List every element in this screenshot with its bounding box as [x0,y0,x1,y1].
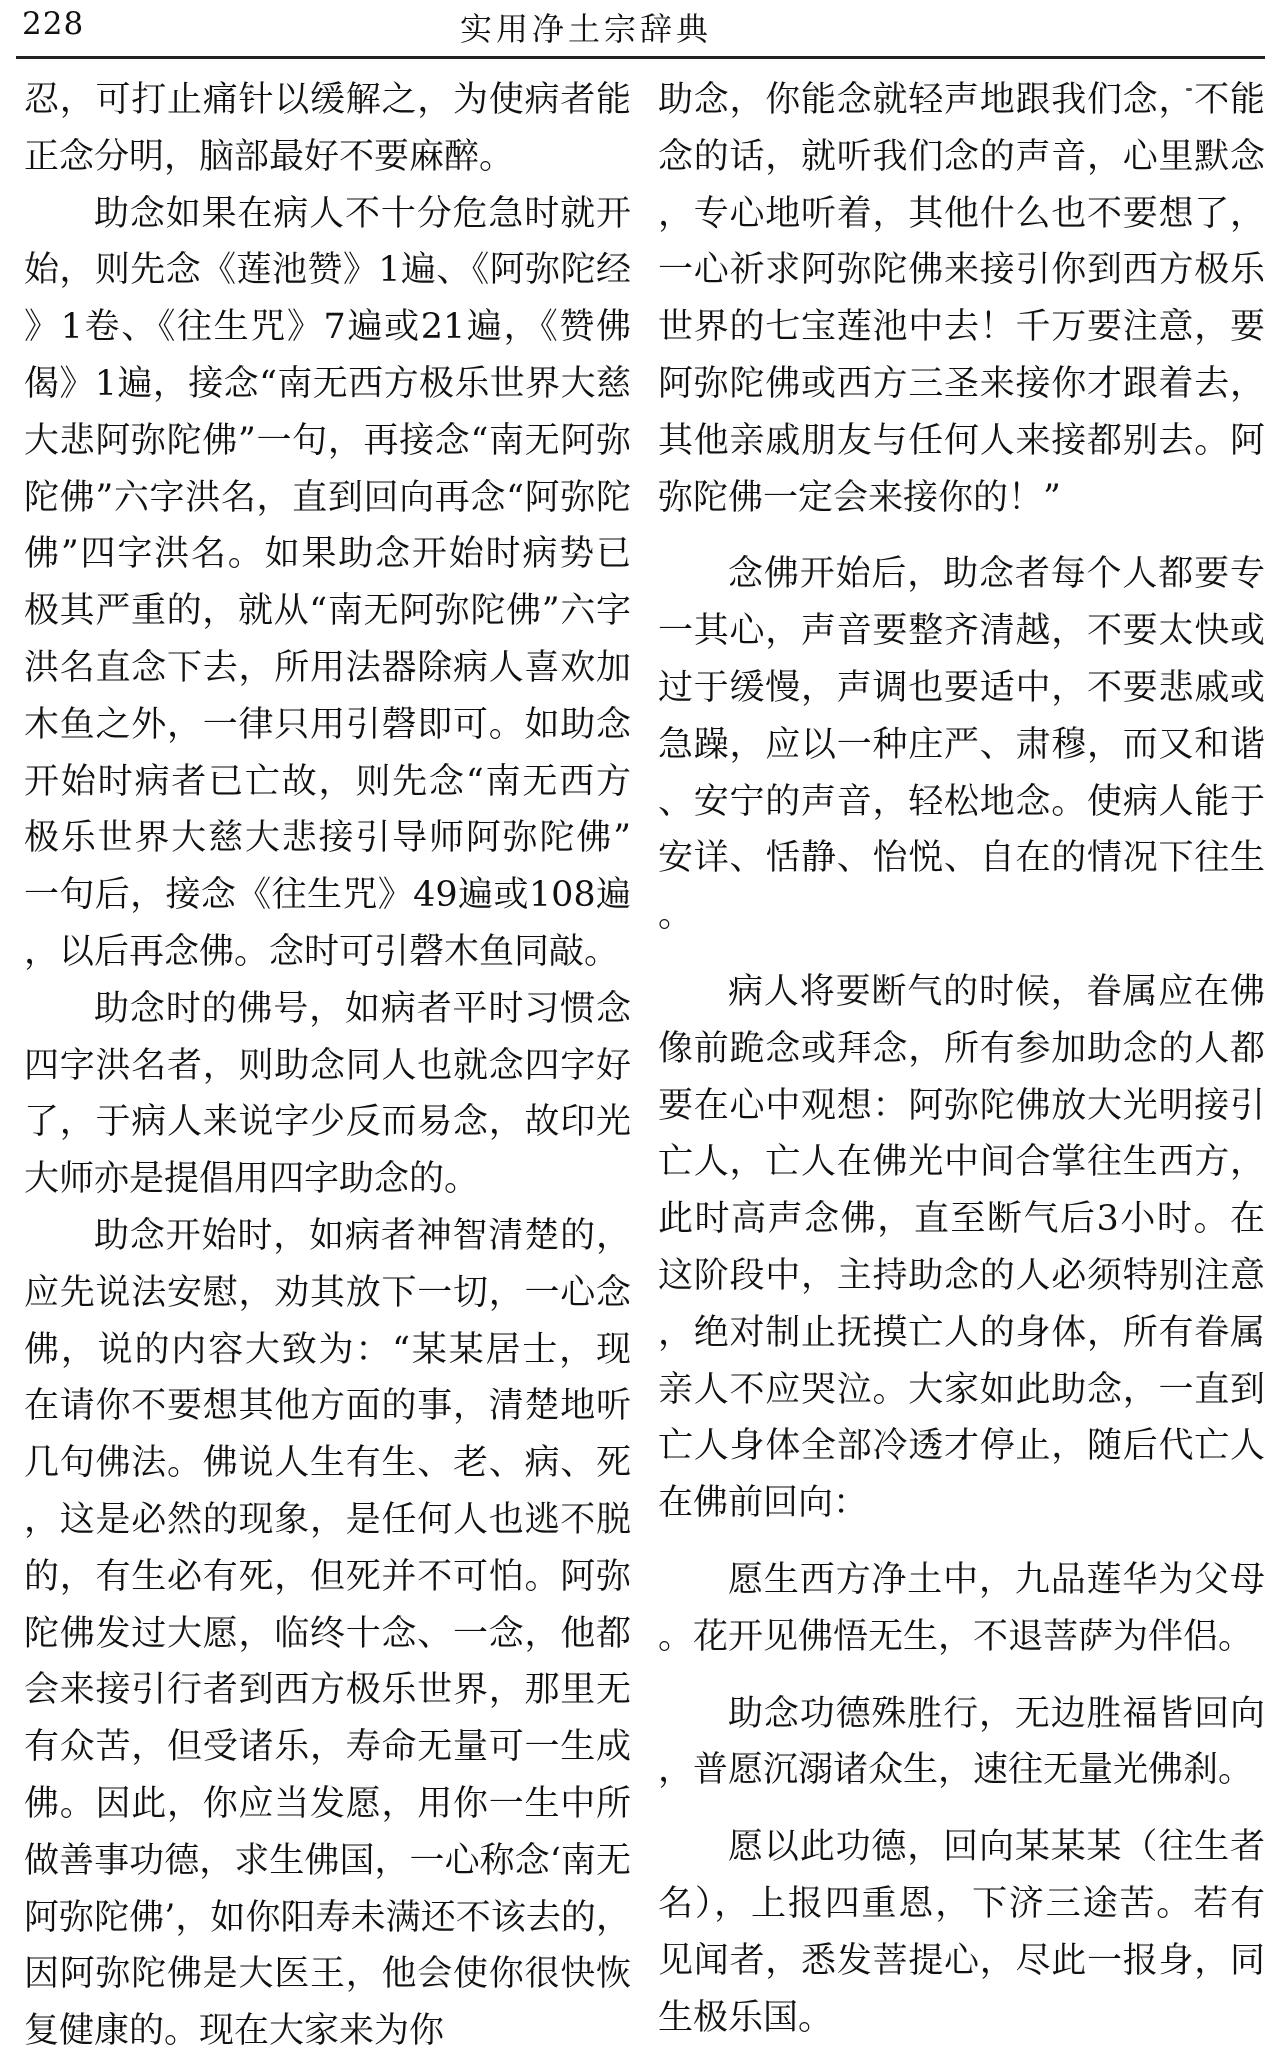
left-column [24,72,631,2060]
paragraph-continuation: 忍，可打止痛针以缓解之，为使病者能正念分明，脑部最好不要麻醉。 [24,80,631,177]
header-rule [16,56,1265,59]
paragraph-consolation-speech: 助念开始时，如病者神智清楚的，应先说法安慰，劝其放下一切，一心念佛，说的内容大致为：“某某居士，现在请你不要想其他方面的事，清楚地听几句佛法。佛说人生有生、老、病、死，这是必然的现象，是任何人也逃不脱的，有生必有死，但死并不可怕。阿弥陀佛发过大愿，临终十念、一念，他都会来接引行者到西方极乐世界，那里无有众苦，但受诸乐，寿命无量可一生成佛。因此，你应当发愿，用你一生中所做善事功德，求生佛国，一心称念‘南无阿弥陀佛’，如你阳寿未满还不该去的，因阿弥陀佛是大医王，他会使你很快恢复健康的。现在大家来为你 [24,1215,631,2052]
paragraph-chanting-order: 助念如果在病人不十分危急时就开始，则先念《莲池赞》1遍、《阿弥陀经》1卷、《往生咒》7遍或21遍，《赞佛偈》1遍，接念“南无西方极乐世界大慈大悲阿弥陀佛”一句，再接念“南无阿弥陀佛”六字洪名，直到回向再念“阿弥陀佛”四字洪名。如果助念开始时病势已极其严重的，就从“南无阿弥陀佛”六字洪名直念下去，所用法器除病人喜欢加木鱼之外，一律只用引磬即可。如助念开始时病者已亡故，则先念“南无西方极乐世界大慈大悲接引导师阿弥陀佛”一句后，接念《往生咒》49遍或108遍，以后再念佛。念时可引磬木鱼同敲。 [24,193,631,972]
paragraph-four-character-name: 助念时的佛号，如病者平时习惯念四字洪名者，则助念同人也就念四字好了，于病人来说字少反而易念，故印光大师亦是提倡用四字助念的。 [24,988,631,1200]
verse-rebirth-vow: 愿生西方净土中，九品莲华为父母。花开见佛悟无生，不退菩萨为伴侣。 [658,1559,1265,1657]
paragraph-final-moments: 病人将要断气的时候，眷属应在佛像前跪念或拜念，所有参加助念的人都要在心中观想：阿弥陀佛放大光明接引亡人，亡人在佛光中间合掌往生西方，此时高声念佛，直至断气后3小时。在这阶段中，主持助念的人必须特别注意，绝对制止抚摸亡人的身体，所有眷属亲人不应哭泣。大家如此助念，一直到亡人身体全部冷透才停止，随后代亡人在佛前回向： [658,971,1265,1524]
page-number: 228 [22,6,85,42]
verse-merit-dedication: 助念功德殊胜行，无边胜福皆回向，普愿沉溺诸众生，速往无量光佛刹。 [658,1693,1265,1791]
verse-transfer-of-merit: 愿以此功德，回向某某某（往生者名），上报四重恩，下济三途苦。若有见闻者，悉发菩提心，尽此一报身，同生极乐国。 [658,1827,1265,2038]
running-title: 实用净土宗辞典 [460,10,713,48]
paragraph-speech-continued: 助念，你能念就轻声地跟我们念，不能念的话，就听我们念的声音，心里默念，专心地听着，其他什么也不要想了，一心祈求阿弥陀佛来接引你到西方极乐世界的七宝莲池中去！千万要注意，要阿弥陀佛或西方三圣来接你才跟着去，其他亲戚朋友与任何人来接都别去。阿弥陀佛一定会来接你的！” [658,80,1265,518]
right-column [658,72,1265,2046]
paragraph-chanting-manner: 念佛开始后，助念者每个人都要专一其心，声音要整齐清越，不要太快或过于缓慢，声调也要适中，不要悲戚或急躁，应以一种庄严、肃穆，而又和谐、安宁的声音，轻松地念。使病人能于安详、恬静、怡悦、自在的情况下往生。 [658,554,1265,936]
page-header [0,0,1279,60]
